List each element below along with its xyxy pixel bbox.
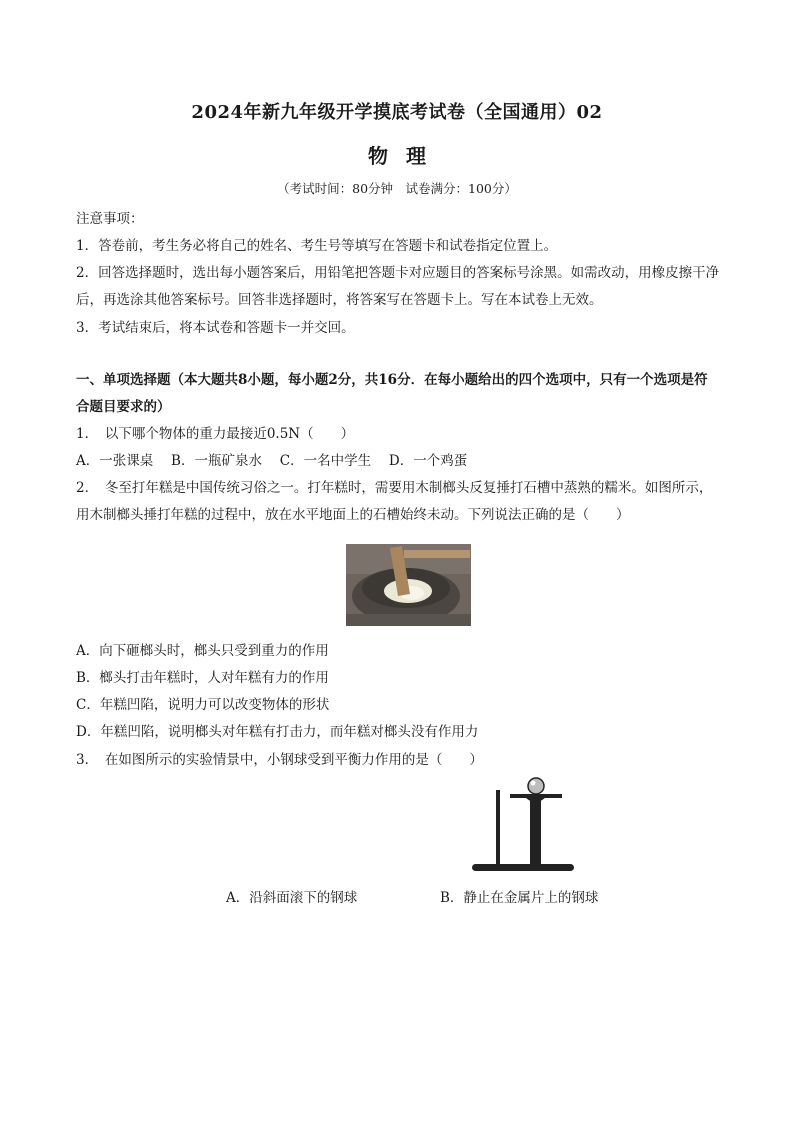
question-3-stem: 3． 在如图所示的实验情景中，小钢球受到平衡力作用的是（ ） bbox=[76, 752, 483, 768]
question-2-option-b: B．榔头打击年糕时，人对年糕有力的作用 bbox=[76, 670, 329, 686]
question-3-caption-a: A．沿斜面滚下的钢球 bbox=[226, 890, 358, 906]
question-3-caption-b: B．静止在金属片上的钢球 bbox=[440, 890, 599, 906]
notice-item-2: 2．回答选择题时，选出每小题答案后，用铅笔把答题卡对应题目的答案标号涂黑。如需改动，用橡皮擦干净 bbox=[76, 265, 720, 281]
question-2-option-d: D．年糕凹陷，说明榔头对年糕有打击力，而年糕对榔头没有作用力 bbox=[76, 724, 479, 740]
notice-item-2-cont: 后，再选涂其他答案标号。回答非选择题时，将答案写在答题卡上。写在本试卷上无效。 bbox=[76, 292, 603, 308]
notice-item-1: 1．答卷前，考生务必将自己的姓名、考生号等填写在答题卡和试卷指定位置上。 bbox=[76, 238, 558, 254]
section-heading: 一、单项选择题（本大题共8小题，每小题2分，共16分．在每小题给出的四个选项中，只有一个选项是符 bbox=[76, 372, 708, 388]
question-2-option-c: C．年糕凹陷，说明力可以改变物体的形状 bbox=[76, 697, 330, 713]
mortar-photo bbox=[346, 544, 471, 626]
exam-title: 2024年新九年级开学摸底考试卷（全国通用）02 bbox=[191, 102, 603, 123]
question-2-stem-cont: 用木制榔头捶打年糕的过程中，放在水平地面上的石槽始终未动。下列说法正确的是（ ） bbox=[76, 507, 630, 523]
question-1-options: A．一张课桌 B．一瓶矿泉水 C．一名中学生 D．一个鸡蛋 bbox=[76, 453, 468, 469]
question-2-stem: 2． 冬至打年糕是中国传统习俗之一。打年糕时，需要用木制榔头反复捶打石槽中蒸熟的糯米。如图所示， bbox=[76, 480, 713, 496]
question-1-stem: 1． 以下哪个物体的重力最接近0.5N（ ） bbox=[76, 426, 355, 442]
notice-heading: 注意事项： bbox=[76, 211, 144, 227]
notice-item-3: 3．考试结束后，将本试卷和答题卡一并交回。 bbox=[76, 320, 355, 336]
exam-info: （考试时间：80分钟 试卷满分：100分） bbox=[277, 181, 517, 196]
stand-ball-diagram bbox=[468, 774, 578, 878]
section-heading-cont: 合题目要求的） bbox=[76, 399, 171, 415]
question-2-option-a: A．向下砸榔头时，榔头只受到重力的作用 bbox=[76, 643, 329, 659]
subject-title: 物理 bbox=[368, 144, 444, 168]
